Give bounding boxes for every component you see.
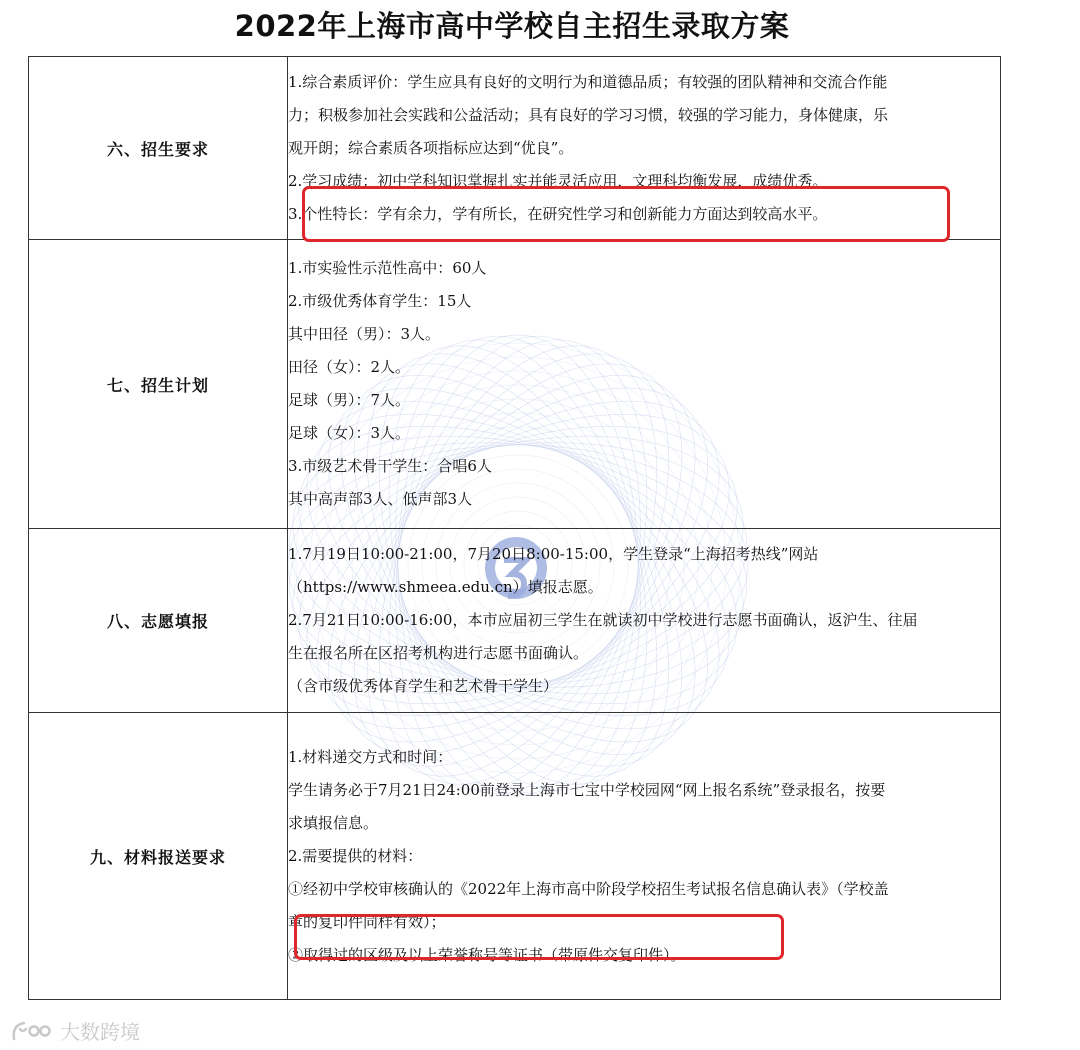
content-line: 2.7月21日10:00-16:00，本市应届初三学生在就读初中学校进行志愿书面确认，返沪生、往届 <box>288 611 918 629</box>
content-line: （https://www.shmeea.edu.cn）填报志愿。 <box>288 578 603 596</box>
table-row <box>29 57 1001 240</box>
content-line: 足球（女）：3人。 <box>288 424 411 442</box>
content-line: ①经初中学校审核确认的《2022年上海市高中阶段学校招生考试报名信息确认表》（学校盖 <box>288 879 889 898</box>
section-label-plan: 七、招生计划 <box>29 240 288 529</box>
content-line: 3.市级艺术骨干学生：合唱6人 <box>288 457 492 475</box>
admission-table <box>28 56 1001 1000</box>
content-line: 1.综合素质评价：学生应具有良好的文明行为和道德品质；有较强的团队精神和交流合作能 <box>288 72 888 91</box>
content-line: 足球（男）：7人。 <box>288 391 411 409</box>
content-line: 2.需要提供的材料： <box>288 846 423 865</box>
content-line: 求填报信息。 <box>288 813 379 832</box>
content-line: 2.市级优秀体育学生：15人 <box>288 292 472 310</box>
content-line: 田径（女）：2人。 <box>288 358 411 376</box>
content-line: （含市级优秀体育学生和艺术骨干学生） <box>288 677 559 695</box>
section-label-materials: 九、材料报送要求 <box>29 713 288 1000</box>
document-title: 2022年上海市高中学校自主招生录取方案 <box>234 9 790 43</box>
content-line: 3.个性特长：学有余力，学有所长，在研究性学习和创新能力方面达到较高水平。 <box>288 204 828 223</box>
section-content-materials <box>288 713 1001 1000</box>
table-row <box>29 240 1001 529</box>
content-line: 1.材料递交方式和时间： <box>288 747 453 766</box>
section-content-requirements <box>288 57 1001 240</box>
content-line: 1.市实验性示范性高中：60人 <box>288 259 487 277</box>
content-line: 其中高声部3人、低声部3人 <box>288 490 473 508</box>
section-label-application: 八、志愿填报 <box>29 529 288 713</box>
content-line: 1.7月19日10:00-21:00，7月20日8:00-15:00，学生登录“上海招考热线”网站 <box>288 545 819 563</box>
content-line: 生在报名所在区招考机构进行志愿书面确认。 <box>288 644 589 662</box>
content-line: ②取得过的区级及以上荣誉称号等证书（带原件交复印件）。 <box>288 945 686 964</box>
content-line: 观开朗；综合素质各项指标应达到“优良”。 <box>288 138 574 157</box>
content-line: 学生请务必于7月21日24:00前登录上海市七宝中学校园网“网上报名系统”登录报名，按要 <box>288 780 886 799</box>
table-row <box>29 529 1001 713</box>
content-line: 章的复印件同样有效）； <box>288 912 446 931</box>
brand-logo-icon <box>10 1019 54 1043</box>
content-line: 力；积极参加社会实践和公益活动；具有良好的学习习惯，较强的学习能力，身体健康，乐 <box>288 105 889 124</box>
content-line: 2.学习成绩：初中学科知识掌握扎实并能灵活应用，文理科均衡发展，成绩优秀。 <box>288 171 828 190</box>
section-content-application <box>288 529 1001 713</box>
table-row <box>29 713 1001 1000</box>
content-line: 其中田径（男）：3人。 <box>288 325 441 343</box>
footer-brand <box>10 1016 140 1045</box>
footer-brand-name: 大数跨境 <box>60 1020 140 1044</box>
section-label-requirements: 六、招生要求 <box>29 57 288 240</box>
section-content-plan <box>288 240 1001 529</box>
